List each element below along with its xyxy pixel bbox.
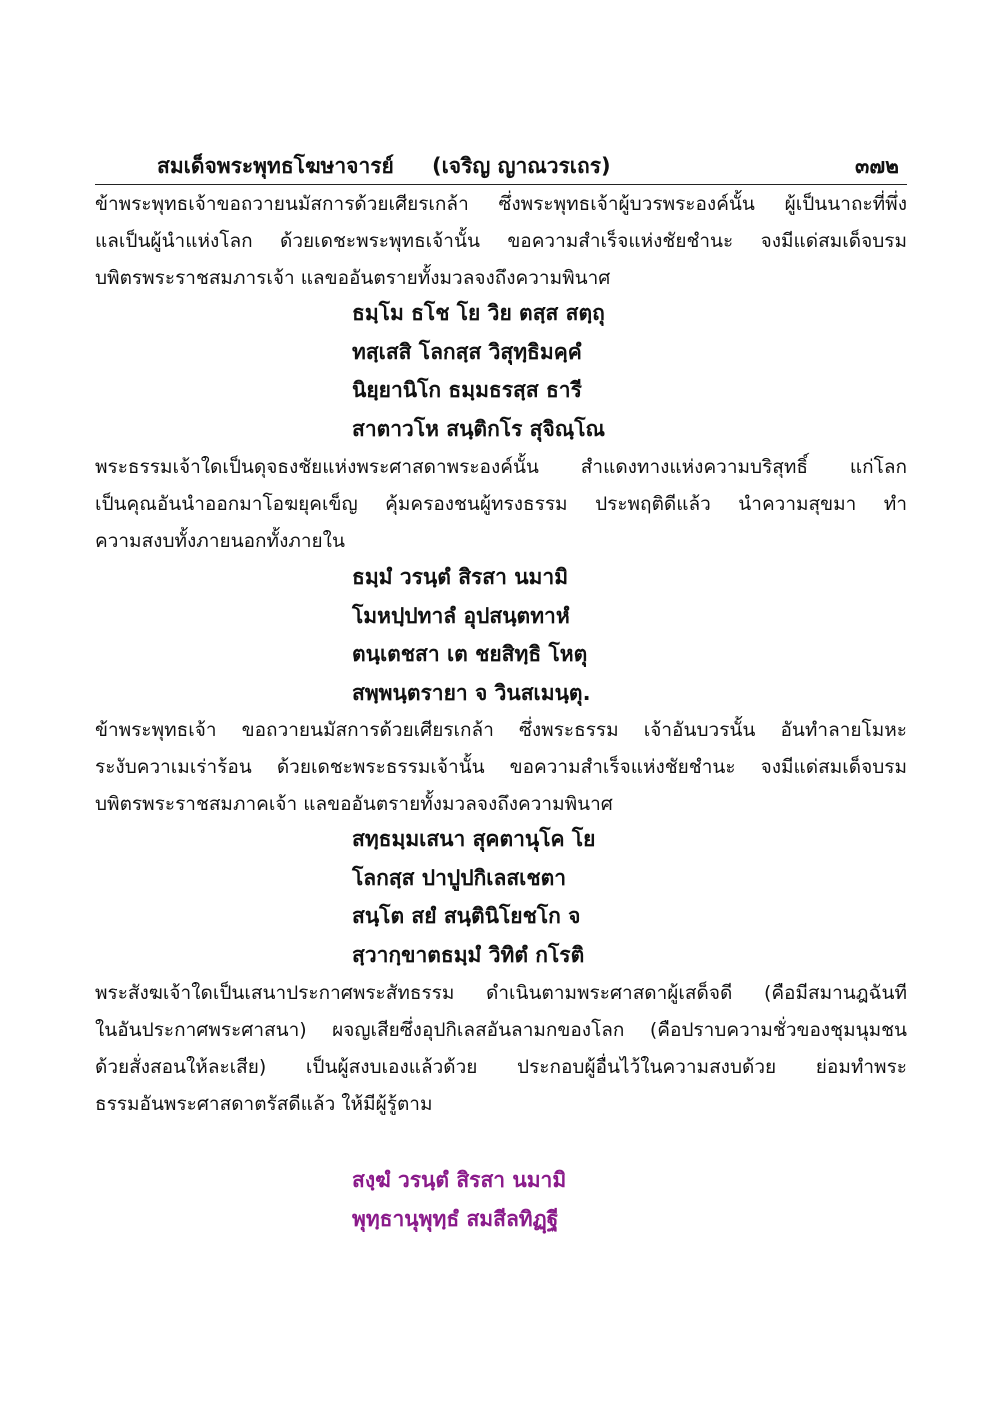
verse-2 — [352, 558, 591, 712]
page-header — [95, 146, 907, 185]
verse-3 — [352, 820, 596, 974]
paragraph-line: ในอันประกาศพระศาสนา) ผจญเสียซึ่งอุปกิเลสอันลามกของโลก (คือปราบความชั่วของชุมนุมชน — [95, 1019, 907, 1041]
page-number: ๓๗๒ — [855, 154, 899, 178]
paragraph-line: แลเป็นผู้นำแห่งโลก ด้วยเดชะพระพุทธเจ้านั้น ขอความสำเร็จแห่งชัยชำนะ จงมีแด่สมเด็จบรม — [95, 230, 907, 252]
verse-line: ธมฺมํ วรนฺตํ สิรสา นมามิ — [352, 565, 569, 589]
paragraph-line: ข้าพระพุทธเจ้า ขอถวายนมัสการด้วยเศียรเกล้า ซึ่งพระธรรม เจ้าอันบวรนั้น อันทำลายโมหะ — [95, 719, 907, 741]
paragraph-line: พระธรรมเจ้าใดเป็นดุจธงชัยแห่งพระศาสดาพระองค์นั้น สำแดงทางแห่งความบริสุทธิ์ แก่โลก — [95, 456, 907, 478]
paragraph-line: ข้าพระพุทธเจ้าขอถวายนมัสการด้วยเศียรเกล้า ซึ่งพระพุทธเจ้าผู้บวรพระองค์นั้น ผู้เป็นนาถะที่พึ่ง — [95, 193, 907, 215]
paragraph-4 — [95, 975, 907, 1123]
paragraph-line: บพิตรพระราชสมภาคเจ้า แลขออันตรายทั้งมวลจงถึงความพินาศ — [95, 793, 613, 815]
verse-line: สาตาวโห สนฺติกโร สุจิณฺโณ — [352, 416, 606, 441]
paragraph-line: ระงับควาเมเร่าร้อน ด้วยเดชะพระธรรมเจ้านั้น ขอความสำเร็จแห่งชัยชำนะ จงมีแด่สมเด็จบรม — [95, 756, 907, 778]
header-monk-name: (เจริญ ญาณวรเถร) — [432, 154, 611, 178]
verse-line: นิยฺยานิโก ธมฺมธรสฺส ธารี — [352, 378, 582, 402]
paragraph-2 — [95, 449, 907, 560]
verse-line: สงฺฆํ วรนฺตํ สิรสา นมามิ — [352, 1168, 567, 1192]
verse-line: สทฺธมฺมเสนา สุคตานุโค โย — [352, 827, 596, 851]
verse-line: สนฺโต สยํ สนฺตินิโยชโก จ — [352, 904, 581, 928]
verse-line: สพฺพนฺตรายา จ วินสเมนฺตุ. — [352, 680, 591, 705]
verse-line: ตนฺเตชสา เต ชยสิทฺธิ โหตุ — [352, 642, 588, 666]
paragraph-line: บพิตรพระราชสมภารเจ้า แลขออันตรายทั้งมวลจงถึงความพินาศ — [95, 267, 611, 289]
verse-line: ธมฺโม ธโช โย วิย ตสฺส สตฺถุ — [352, 301, 605, 325]
verse-line: โลกสฺส ปาปูปกิเลสเชตา — [352, 865, 567, 890]
paragraph-line: ความสงบทั้งภายนอกทั้งภายใน — [95, 530, 345, 552]
verse-1 — [352, 294, 605, 448]
verse-line: สฺวากฺขาตธมฺมํ วิทิตํ กโรติ — [352, 942, 585, 967]
paragraph-line: เป็นคุณอันนำออกมาโอฆยุคเข็ญ คุ้มครองชนผู้ทรงธรรม ประพฤติดีแล้ว นำความสุขมา ทำ — [95, 493, 907, 515]
paragraph-3 — [95, 712, 907, 823]
paragraph-1 — [95, 186, 907, 297]
paragraph-line: ธรรมอันพระศาสดาตรัสดีแล้ว ให้มีผู้รู้ตาม — [95, 1093, 433, 1115]
verse-line: ทสฺเสสิ โลกสฺส วิสุทฺธิมคฺคํ — [352, 339, 582, 364]
verse-line: โมหปฺปทาลํ อุปสนฺตทาหํ — [352, 603, 570, 628]
verse-line: พุทฺธานุพุทฺธํ สมสีลทิฏฺฐี — [352, 1206, 559, 1231]
verse-4 — [352, 1161, 566, 1238]
paragraph-line: ด้วยสั่งสอนให้ละเสีย) เป็นผู้สงบเองแล้วด้วย ประกอบผู้อื่นไว้ในความสงบด้วย ย่อมทำพระ — [95, 1056, 907, 1078]
paragraph-line: พระสังฆเจ้าใดเป็นเสนาประกาศพระสัทธรรม ดำเนินตามพระศาสดาผู้เสด็จดี (คือมีสมานฎฉันที — [95, 982, 907, 1004]
header-author: สมเด็จพระพุทธโฆษาจารย์ — [157, 154, 394, 178]
